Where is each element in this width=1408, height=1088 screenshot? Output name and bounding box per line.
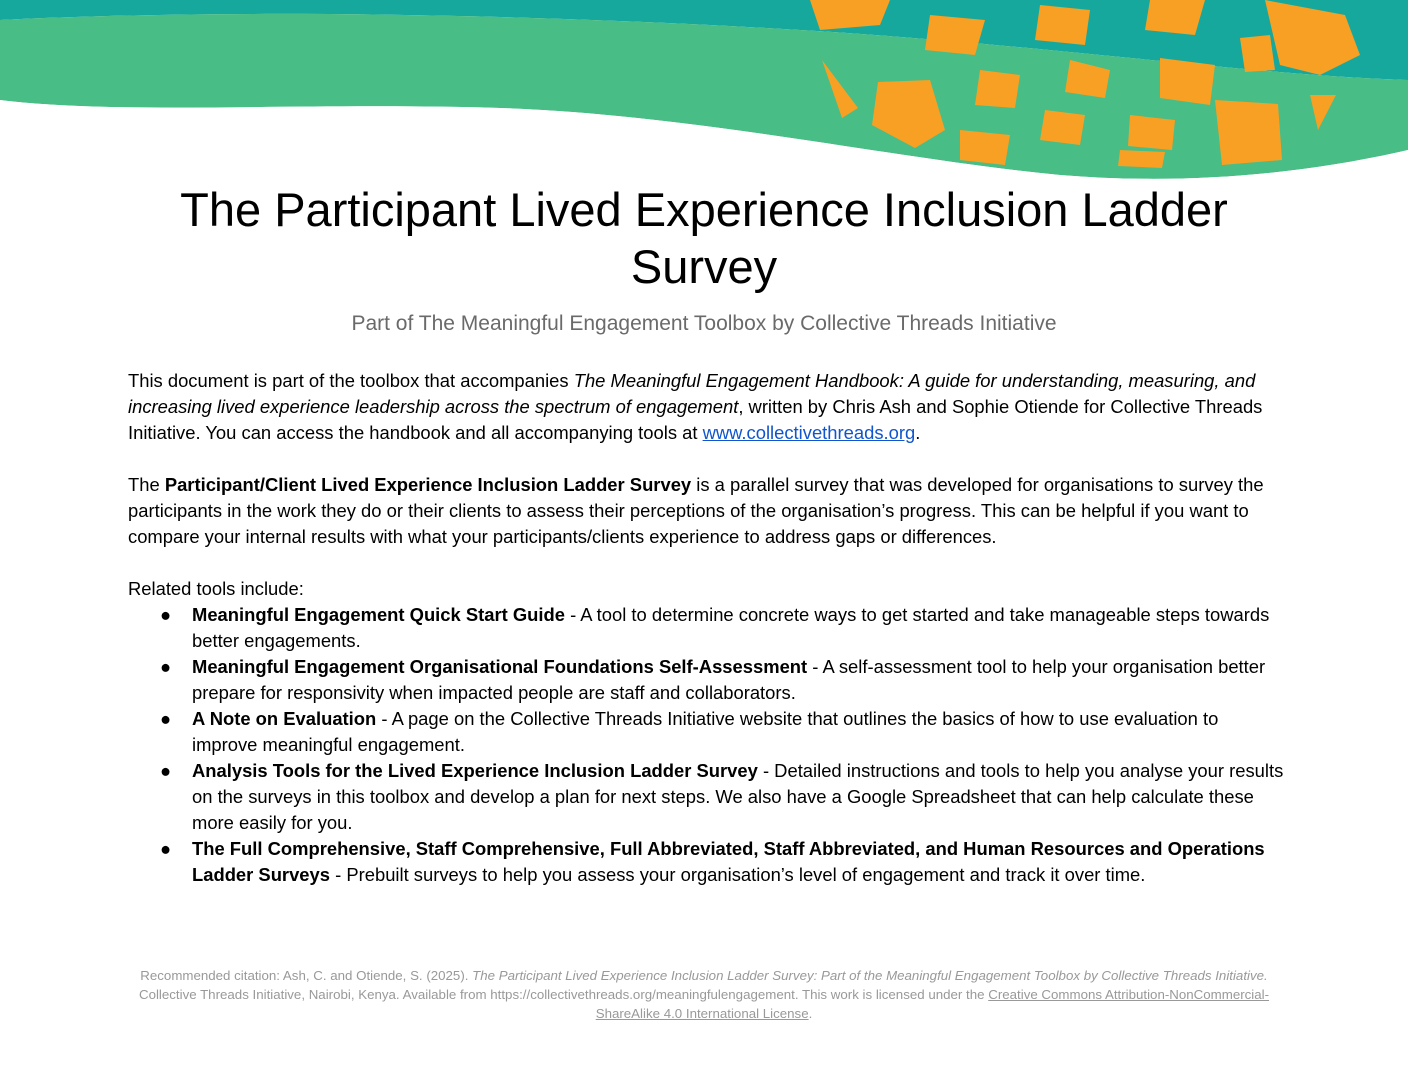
citation-middle: Collective Threads Initiative, Nairobi, Kenya. Available from https://collectivethreads.org/meaningfulengagement. This work is licensed under the: [138, 987, 989, 1002]
bullet-icon: ●: [160, 708, 172, 729]
handbook-title: The Meaningful Engagement Handbook: A guide for understanding, measuring, and increasing lived experience leadership across the spectrum of engagement: [128, 370, 1256, 417]
tool-description: - Detailed instructions and tools to help you analyse your results on the surveys in this toolbox and develop a plan for next steps. We also have a Google Spreadsheet that can help calculate these more easily for you.: [192, 760, 1284, 833]
intro-text-after: , written by Chris Ash and Sophie Otiende for Collective Threads Initiative. You can access the handbook and all accompanying tools at: [128, 396, 1263, 443]
list-item: [128, 706, 1284, 758]
related-tools-list: [128, 602, 1284, 888]
description-paragraph: [128, 472, 1284, 550]
citation-lead: Recommended citation: Ash, C. and Otiende, S. (2025).: [140, 968, 473, 983]
tool-name: Analysis Tools for the Lived Experience Inclusion Ladder Survey: [192, 760, 758, 781]
license-link[interactable]: Creative Commons Attribution-NonCommercial-ShareAlike 4.0 International License: [595, 987, 1270, 1021]
related-tools-heading: Related tools include:: [128, 578, 304, 599]
intro-paragraph: [128, 368, 1284, 446]
list-item: [128, 836, 1284, 888]
citation-work-title: The Participant Lived Experience Inclusion Ladder Survey: Part of the Meaningful Engagement Toolbox by Collective Threads Initiative.: [472, 968, 1268, 983]
description-lead: The: [128, 474, 165, 495]
header-banner: [0, 0, 1408, 190]
tool-name: The Full Comprehensive, Staff Comprehensive, Full Abbreviated, Staff Abbreviated, and Human Resources and Operations Ladder Surveys: [192, 838, 1265, 885]
page-subtitle: Part of The Meaningful Engagement Toolbox by Collective Threads Initiative: [351, 312, 1057, 335]
citation-footer: [128, 966, 1280, 1023]
page-title: The Participant Lived Experience Inclusion Ladder Survey: [180, 183, 1228, 293]
bullet-icon: ●: [160, 760, 172, 781]
list-item: [128, 758, 1284, 836]
tool-description: - A tool to determine concrete ways to get started and take manageable steps towards better engagements.: [192, 604, 1270, 651]
tool-name: Meaningful Engagement Quick Start Guide: [192, 604, 565, 625]
description-rest: is a parallel survey that was developed for organisations to survey the participants in the work they do or their clients to assess their perceptions of the organisation’s progress. This can be helpful if you want to compare your internal results with what your participants/clients experience to address gaps or differences.: [128, 474, 1264, 547]
citation-end: .: [808, 1006, 813, 1021]
tool-description: - Prebuilt surveys to help you assess your organisation’s level of engagement and track it over time.: [330, 864, 1146, 885]
bullet-icon: ●: [160, 838, 172, 859]
list-item: [128, 602, 1284, 654]
list-item: [128, 654, 1284, 706]
document-body: [128, 368, 1284, 888]
bullet-icon: ●: [160, 604, 172, 625]
survey-name: Participant/Client Lived Experience Inclusion Ladder Survey: [164, 474, 692, 495]
tool-description: - A page on the Collective Threads Initiative website that outlines the basics of how to use evaluation to improve meaningful engagement.: [192, 708, 1219, 755]
tool-name: A Note on Evaluation: [192, 708, 377, 729]
intro-period: .: [915, 422, 921, 443]
tool-name: Meaningful Engagement Organisational Foundations Self-Assessment: [192, 656, 808, 677]
bullet-icon: ●: [160, 656, 172, 677]
tool-description: - A self-assessment tool to help your organisation better prepare for responsivity when impacted people are staff and collaborators.: [192, 656, 1266, 703]
intro-text-before: This document is part of the toolbox that accompanies: [128, 370, 574, 391]
website-link[interactable]: www.collectivethreads.org: [702, 422, 916, 443]
